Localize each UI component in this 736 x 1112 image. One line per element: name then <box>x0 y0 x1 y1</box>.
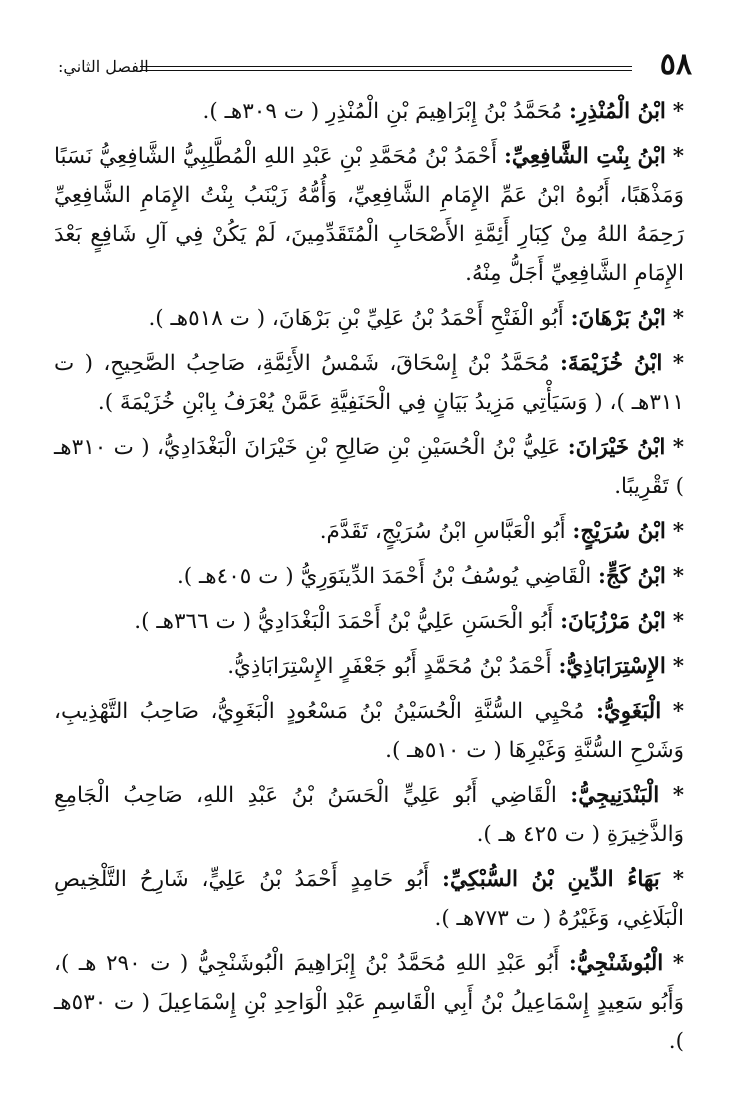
entry-item <box>54 428 684 506</box>
entry-text: أَبُو حَامِدٍ أَحْمَدُ بْنُ عَلِيٍّ، شَارِحُ التَّلْخِيصِ الْبَلَاغِي، وَغَيْرُهُ ( ت ٧٧٣هـ ). <box>54 867 684 931</box>
bullet-star: * <box>672 351 684 376</box>
bullet-star: * <box>672 519 684 544</box>
entry-text: أَبُو الْحَسَنِ عَلِيُّ بْنُ أَحْمَدَ الْبَغْدَادِيُّ ( ت ٣٦٦هـ ). <box>134 609 554 634</box>
entry-term: ابْنُ سُرَيْجٍ: <box>572 519 666 544</box>
entry-text: أَبُو عَبْدِ اللهِ مُحَمَّدُ بْنُ إِبْرَاهِيمَ الْبُوشَنْجِيُّ ( ت ٢٩٠ هـ )، وَأَبُو سَعِيدٍ إِسْمَاعِيلُ بْنُ أَبِي الْقَاسِمِ عَبْدِ الْوَاحِدِ بْنِ إِسْمَاعِيلَ ( ت ٥٣٠هـ ). <box>54 951 684 1054</box>
entry-text: أَحْمَدُ بْنُ مُحَمَّدٍ أَبُو جَعْفَرٍ الإِسْتِرَابَاذِيُّ. <box>227 654 552 679</box>
entry-term: الْبَنْدَنِيجِيُّ: <box>570 783 660 808</box>
entry-term: ابْنُ كَجٍّ: <box>598 564 666 589</box>
entry-text: أَحْمَدُ بْنُ مُحَمَّدِ بْنِ عَبْدِ اللهِ الْمُطَّلِبِيُّ الشَّافِعِيُّ نَسَبًا وَمَذْهَبًا، أَبُوهُ ابْنُ عَمِّ الإِمَامِ الشَّافِعِيِّ، وَأُمُّهُ زَيْنَبُ بِنْتُ الإِمَامِ الشَّافِعِيِّ رَحِمَهُ اللهُ مِنْ كِبَارِ أَئِمَّةِ الأَصْحَابِ الْمُتَقَدِّمِينَ، لَمْ يَكُنْ فِي آلِ شَافِعٍ بَعْدَ الإِمَامِ الشَّافِعِيِّ أَجَلُّ مِنْهُ. <box>54 144 684 286</box>
entry-text: أَبُو الْعَبَّاسِ ابْنُ سُرَيْجٍ، تَقَدَّمَ. <box>319 519 566 544</box>
entry-text: مُحَمَّدُ بْنُ إِسْحَاقَ، شَمْسُ الأَئِمَّةِ، صَاحِبُ الصَّحِيحِ، ( ت ٣١١هـ )، ( وَسَيَأْتِي مَزِيدُ بَيَانٍ فِي الْحَنَفِيَّةِ عَمَّنْ يُعْرَفُ بِابْنِ خُزَيْمَةَ ). <box>54 351 684 415</box>
page-number: ٥٨ <box>659 47 692 82</box>
entry-term: ابْنُ بَرْهَانَ: <box>570 306 666 331</box>
entry-term: الإِسْتِرَابَاذِيُّ: <box>558 654 666 679</box>
entry-item <box>54 944 684 1061</box>
bullet-star: * <box>672 699 684 724</box>
entry-text: مُحَمَّدُ بْنُ إِبْرَاهِيمَ بْنِ الْمُنْذِرِ ( ت ٣٠٩هـ ). <box>202 99 563 124</box>
entry-term: ابْنُ الْمُنْذِرِ: <box>569 99 666 124</box>
bullet-star: * <box>672 144 684 169</box>
bullet-star: * <box>672 609 684 634</box>
bullet-star: * <box>672 867 684 892</box>
entry-term: ابْنُ مَرْزُبَانَ: <box>560 609 666 634</box>
entry-term: ابْنُ خُزَيْمَةَ: <box>559 351 663 376</box>
entry-term: ابْنُ خَيْرَانَ: <box>567 435 666 460</box>
bullet-star: * <box>672 783 684 808</box>
entry-item <box>54 137 684 293</box>
entry-item <box>54 692 684 770</box>
entry-item <box>54 557 684 596</box>
entry-term: بَهَاءُ الدِّينِ بْنُ السُّبْكِيِّ: <box>442 867 660 892</box>
entry-item <box>54 512 684 551</box>
entry-item <box>54 776 684 854</box>
chapter-title: الفصل الثاني: <box>58 57 149 76</box>
entry-term: الْبَغَوِيُّ: <box>595 699 662 724</box>
entry-term: ابْنُ بِنْتِ الشَّافِعِيِّ: <box>504 144 666 169</box>
entry-item <box>54 299 684 338</box>
entry-text: أَبُو الْفَتْحِ أَحْمَدُ بْنُ عَلِيِّ بْنِ بَرْهَانَ، ( ت ٥١٨هـ ). <box>148 306 564 331</box>
bullet-star: * <box>672 306 684 331</box>
bullet-star: * <box>672 99 684 124</box>
bullet-star: * <box>672 435 685 460</box>
entry-item <box>54 344 684 422</box>
bullet-star: * <box>672 564 684 589</box>
entry-text: الْقَاضِي أَبُو عَلِيٍّ الْحَسَنُ بْنُ عَبْدِ اللهِ، صَاحِبُ الْجَامِعِ وَالذَّخِيرَةِ ( ت ٤٢٥ هـ ). <box>54 783 684 847</box>
page-header <box>58 47 692 86</box>
entries-list <box>54 92 684 1067</box>
entry-text: مُحْيِي السُّنَّةِ الْحُسَيْنُ بْنُ مَسْعُودٍ الْبَغَوِيُّ، صَاحِبُ التَّهْذِيبِ، وَشَرْحِ السُّنَّةِ وَغَيْرِهَا ( ت ٥١٠هـ ). <box>54 699 684 763</box>
entry-item <box>54 92 684 131</box>
entry-text: عَلِيُّ بْنُ الْحُسَيْنِ بْنِ صَالِحِ بْنِ خَيْرَانَ الْبَغْدَادِيُّ، ( ت ٣١٠هـ ) تَقْرِيبًا. <box>54 435 684 499</box>
bullet-star: * <box>672 951 684 976</box>
entry-item <box>54 647 684 686</box>
bullet-star: * <box>672 654 684 679</box>
header-rule <box>140 66 632 71</box>
entry-item <box>54 860 684 938</box>
entry-item <box>54 602 684 641</box>
entry-term: الْبُوشَنْجِيُّ: <box>568 951 664 976</box>
entry-text: الْقَاضِي يُوسُفُ بْنُ أَحْمَدَ الدِّينَوَرِيُّ ( ت ٤٠٥هـ ). <box>176 564 592 589</box>
